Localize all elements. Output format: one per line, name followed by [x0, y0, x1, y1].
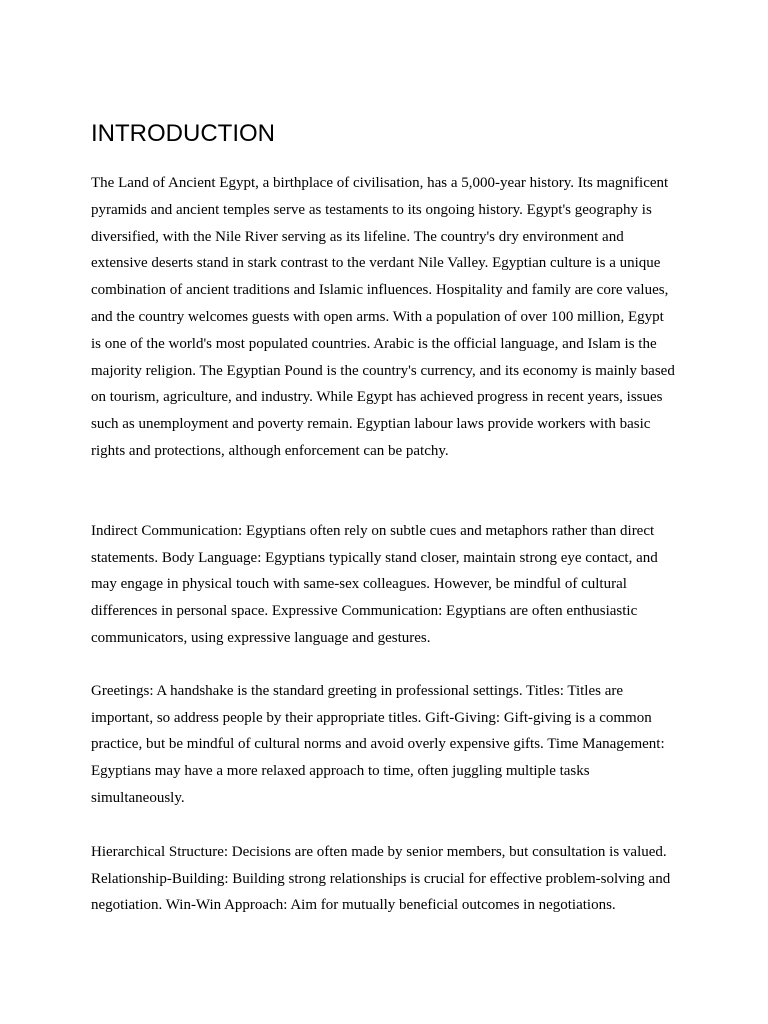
- page-title: INTRODUCTION: [91, 120, 275, 147]
- document-content: [91, 118, 677, 919]
- paragraph-etiquette: Greetings: A handshake is the standard greeting in professional settings. Titles: Titles are important, so address people by their appropriate titles. Gift-Giving: Gift-giving is a common practice, but be mindful of cultural norms and avoid overly expensive gifts. Time Management: Egyptians may have a more relaxed approach to time, often juggling multiple tasks simultaneously.: [91, 682, 665, 806]
- paragraph-introduction: The Land of Ancient Egypt, a birthplace of civilisation, has a 5,000-year history. Its magnificent pyramids and ancient temples serve as testaments to its ongoing history. Egypt's geography is diversified, with the Nile River serving as its lifeline. The country's dry environment and extensive deserts stand in stark contrast to the verdant Nile Valley. Egyptian culture is a unique combination of ancient traditions and Islamic influences. Hospitality and family are core values, and the country welcomes guests with open arms. With a population of over 100 million, Egypt is one of the world's most populated countries. Arabic is the official language, and Islam is the majority religion. The Egyptian Pound is the country's currency, and its economy is mainly based on tourism, agriculture, and industry. While Egypt has achieved progress in recent years, issues such as unemployment and poverty remain. Egyptian labour laws provide workers with basic rights and protections, although enforcement can be patchy.: [91, 175, 675, 459]
- paragraph-communication: Indirect Communication: Egyptians often rely on subtle cues and metaphors rather than direct statements. Body Language: Egyptians typically stand closer, maintain strong eye contact, and may engage in physical touch with same-sex colleagues. However, be mindful of cultural differences in personal space. Expressive Communication: Egyptians are often enthusiastic communicators, using expressive language and gestures.: [91, 522, 658, 646]
- paragraph-decision-making: Hierarchical Structure: Decisions are often made by senior members, but consultation is valued. Relationship-Building: Building strong relationships is crucial for effective problem-solving and negotiation. Win-Win Approach: Aim for mutually beneficial outcomes in negotiations.: [91, 843, 671, 914]
